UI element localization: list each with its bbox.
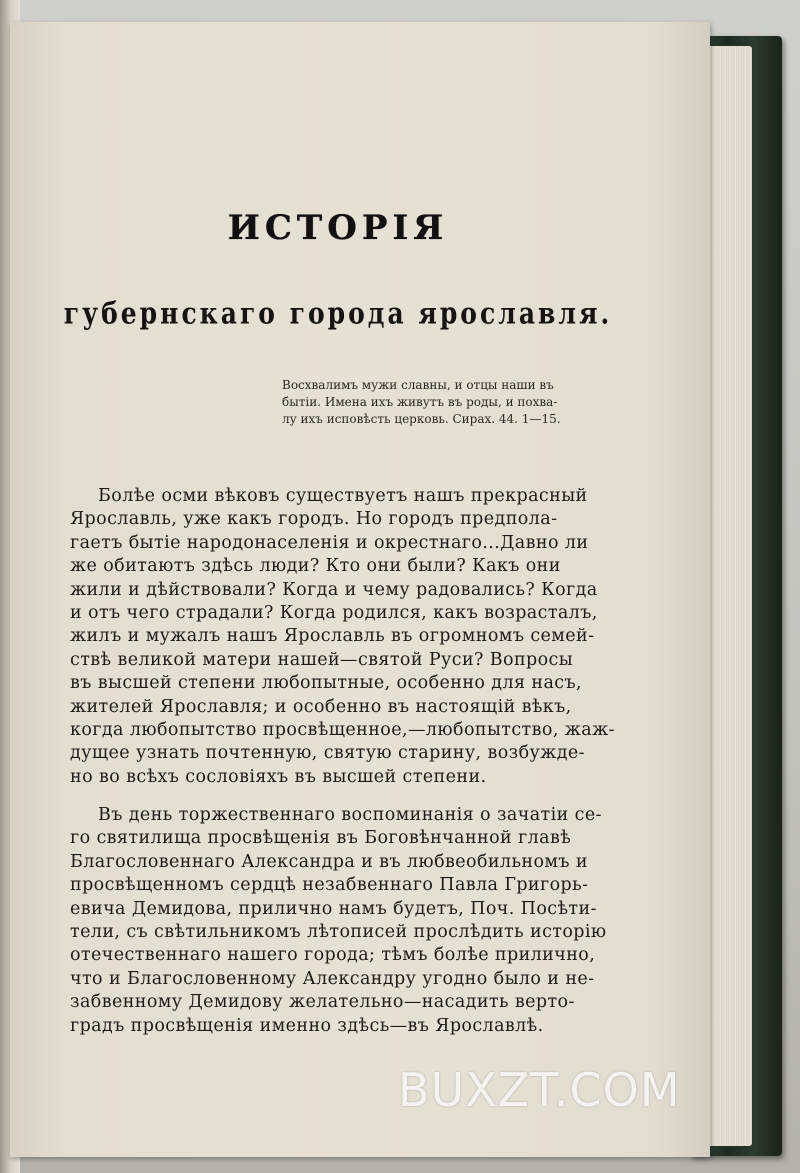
page-subtitle: губернскаго города ярославля.: [63, 296, 613, 331]
text-line: жили и дѣйствовали? Когда и чему радовались? Когда: [70, 579, 598, 600]
text-line: го святилища просвѣщенія въ Боговѣнчанной главѣ: [70, 828, 572, 849]
text-line: что и Благословенному Александру угодно было и не-: [70, 968, 595, 989]
watermark: BUXZT.COM: [398, 1063, 681, 1117]
book-page: [10, 22, 710, 1157]
text-line: и отъ чего страдали? Когда родился, какъ возрасталъ,: [70, 603, 598, 624]
text-line: ствѣ великой матери нашей—святой Руси? Вопросы: [70, 649, 574, 670]
paragraph-2: [70, 804, 640, 1038]
epigraph-line: Восхвалимъ мужи славны, и отцы наши въ: [282, 378, 554, 392]
text-line: дущее узнать почтенную, святую старину, возбужде-: [70, 743, 585, 764]
text-line: въ высшей степени любопытные, особенно для насъ,: [70, 673, 582, 694]
epigraph-line: бытіи. Имена ихъ живутъ въ роды, и похва-: [282, 395, 558, 409]
text-line: просвѣщенномъ сердцѣ незабвеннаго Павла Григорь-: [70, 875, 589, 896]
epigraph: [282, 377, 612, 428]
text-line: Болѣе осми вѣковъ существуетъ нашъ прекрасный: [98, 486, 588, 506]
text-line: забвенному Демидову желательно—насадить верто-: [70, 992, 575, 1013]
text-line: Ярославль, уже какъ городъ. Но городъ предпола-: [70, 509, 558, 530]
text-line: но во всѣхъ сословіяхъ въ высшей степени.: [70, 766, 487, 787]
text-line: же обитаютъ здѣсь люди? Кто они были? Какъ они: [70, 556, 561, 577]
epigraph-line: лу ихъ исповѣсть церковь. Сирах. 44. 1—15.: [282, 412, 561, 426]
text-line: жителей Ярославля; и особенно въ настоящій вѣкъ,: [70, 696, 572, 717]
text-line: тели, съ свѣтильникомъ лѣтописей прослѣдить исторію: [70, 922, 607, 943]
text-line: евича Демидова, прилично намъ будетъ, Поч. Посѣти-: [70, 898, 597, 919]
page-title: ИСТОРІЯ: [227, 208, 449, 248]
text-line: жилъ и мужалъ нашъ Ярославль въ огромномъ семей-: [70, 626, 595, 647]
text-line: когда любопытство просвѣщенное,—любопытство, жаж-: [70, 720, 615, 741]
text-line: градъ просвѣщенія именно здѣсь—въ Ярославлѣ.: [70, 1015, 544, 1036]
paragraph-1: [70, 485, 640, 789]
text-line: Благословеннаго Александра и въ любвеобильномъ и: [70, 851, 588, 872]
text-line: Въ день торжественнаго воспоминанія о зачатіи се-: [98, 805, 602, 825]
text-line: гаетъ бытіе народонаселенія и окрестнаго...Давно ли: [70, 532, 589, 553]
text-line: отечественнаго нашего города; тѣмъ болѣе прилично,: [70, 945, 596, 966]
